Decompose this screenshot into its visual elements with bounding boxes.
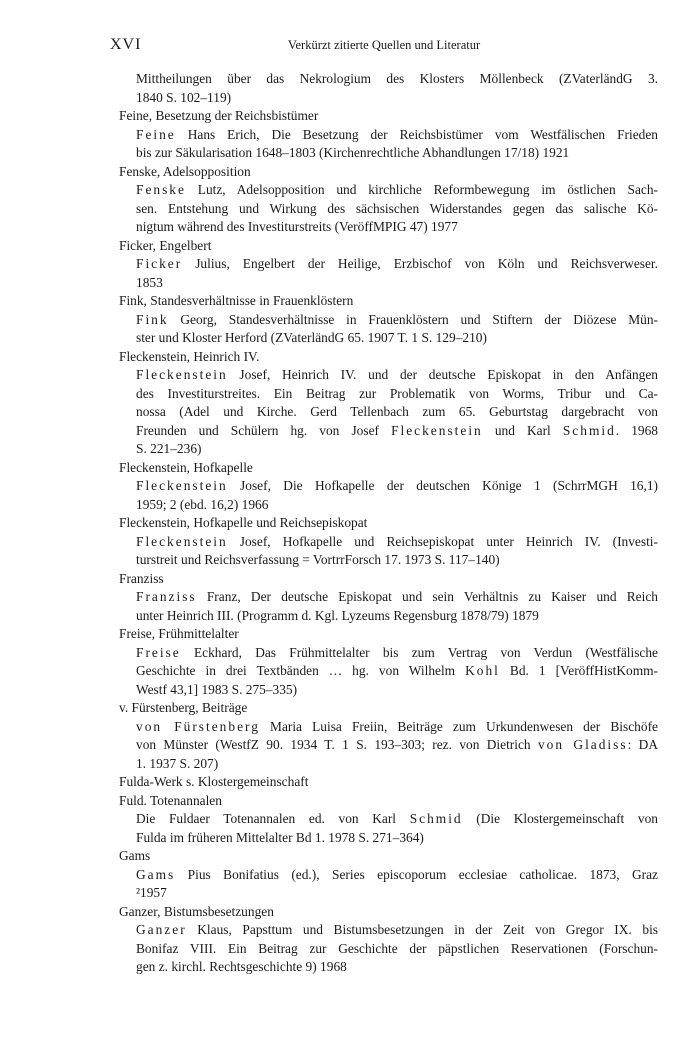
citation-line (119, 366, 658, 385)
citation-text: Georg, Standesverhältnisse in Frauenklöstern und Stiftern der Diözese Mün- (168, 311, 658, 327)
citation-line (119, 477, 658, 496)
citation-line: des Investiturstreites. Ein Beitrag zur Problematik von Worms, Tribur und Ca- (136, 385, 658, 401)
citation-line: ster und Kloster Herford (ZVaterländG 65. 1907 T. 1 S. 129–210) (136, 330, 487, 345)
page-number: XVI (110, 36, 142, 53)
author-name: Fleckenstein (136, 533, 228, 549)
citation-text: Josef, Hofkapelle und Reichsepiskopat unter Heinrich IV. (Investi- (227, 533, 658, 549)
citation-text: Klaus, Papsttum und Bistumsbesetzungen in der Zeit von Gregor IX. bis (186, 922, 658, 937)
citation-text: Josef, Heinrich IV. und der deutsche Episkopat in den Anfängen (227, 367, 658, 382)
citation-line: 1. 1937 S. 207) (136, 755, 219, 771)
citation-line (119, 126, 658, 145)
entry-heading: Freise, Frühmittelalter (119, 626, 239, 641)
page-header (110, 36, 658, 56)
citation-text: . 1968 (615, 422, 658, 438)
author-name: Franziss (136, 589, 197, 604)
author-name: Fleckenstein (391, 422, 483, 438)
citation-text: Eckhard, Das Frühmittelalter bis zum Vertrag von Verdun (Westfälische (180, 644, 658, 660)
entry-heading: v. Fürstenberg, Beiträge (119, 700, 248, 715)
citation-text: Bd. 1 [VeröffHistKomm- (499, 663, 658, 678)
citation-line: 1853 (136, 274, 163, 290)
entry-heading: Ganzer, Bistumsbesetzungen (119, 903, 274, 919)
citation-line (119, 736, 658, 755)
citation-line: gen z. kirchl. Rechtsgeschichte 9) 1968 (136, 959, 347, 974)
citation-text: Hans Erich, Die Besetzung der Reichsbistümer vom Westfälischen Frieden (175, 126, 658, 142)
citation-text: Freunden und Schülern hg. von Josef (136, 422, 392, 438)
author-name: Ganzer (136, 922, 187, 937)
citation-line: 1959; 2 (ebd. 16,2) 1966 (136, 496, 269, 512)
entry-heading: Fuld. Totenannalen (119, 792, 222, 808)
citation-line: Fulda im früheren Mittelalter Bd 1. 1978 S. 271–364) (136, 829, 424, 845)
author-name: Fink (136, 311, 169, 327)
citation-line: Bonifaz VIII. Ein Beitrag zur Geschichte der päpstlichen Reservationen (Forschun- (136, 940, 658, 956)
citation-text: Josef, Die Hofkapelle der deutschen Könige 1 (SchrrMGH 16,1) (227, 478, 658, 493)
entry-heading: Gams (119, 848, 151, 863)
citation-line (119, 718, 658, 737)
author-name: Gams (136, 866, 176, 882)
citation-line (119, 921, 658, 940)
author-name: Schmid (562, 422, 616, 438)
entry-heading: Fenske, Adelsopposition (119, 163, 251, 179)
citation-line (119, 181, 658, 200)
citation-line: unter Heinrich III. (Programm d. Kgl. Lyzeums Regensburg 1878/79) 1879 (136, 607, 539, 623)
citation-line (119, 810, 658, 829)
entry-heading: Feine, Besetzung der Reichsbistümer (119, 108, 319, 123)
author-name: Ficker (136, 256, 183, 271)
citation-line (119, 255, 658, 274)
citation-line: turstreit und Reichsverfassung = VortrrForsch 17. 1973 S. 117–140) (136, 552, 500, 567)
entry-heading: Fleckenstein, Hofkapelle (119, 459, 253, 475)
entry-heading: Fleckenstein, Hofkapelle und Reichsepiskopat (119, 515, 368, 530)
entry-heading: Franziss (119, 570, 164, 586)
citation-line (119, 662, 658, 681)
citation-text: : DA (627, 737, 658, 752)
running-title: Verkürzt zitierte Quellen und Literatur (287, 38, 481, 52)
citation-line: S. 221–236) (136, 441, 202, 456)
citation-text: (Die Klostergemeinschaft von (462, 811, 658, 826)
citation-line: nossa (Adel und Kirche. Gerd Tellenbach zum 65. Geburtstag dargebracht von (136, 404, 658, 419)
citation-line: Mittheilungen über das Nekrologium des Klosters Möllenbeck (ZVaterländG 3. (136, 71, 658, 86)
citation-text: und Karl (482, 422, 563, 438)
author-name: von Fürstenberg (136, 718, 260, 734)
citation-text: von Münster (WestfZ 90. 1934 T. 1 S. 193–303; rez. von Dietrich (136, 737, 538, 752)
citation-text: Pius Bonifatius (ed.), Series episcoporum ecclesiae catholicae. 1873, Graz (175, 866, 658, 882)
entry-heading: Fulda-Werk s. Klostergemeinschaft (119, 774, 309, 789)
citation-line (119, 866, 658, 885)
citation-text: Franz, Der deutsche Episkopat und sein Verhältnis zu Kaiser und Reich (196, 589, 658, 604)
author-name: Kohl (465, 663, 500, 678)
citation-text: Maria Luisa Freiin, Beiträge zum Urkundenwesen der Bischöfe (259, 718, 658, 734)
citation-text: Die Fuldaer Totenannalen ed. von Karl (136, 811, 410, 826)
citation-line: sen. Entstehung und Wirkung des sächsischen Widerstandes gegen das salische Kö- (136, 200, 658, 216)
citation-line: ²1957 (136, 885, 167, 900)
entry-heading: Fink, Standesverhältnisse in Frauenklöstern (119, 293, 354, 308)
citation-line (119, 644, 658, 663)
citation-line (119, 422, 658, 441)
author-name: Schmid (409, 811, 463, 826)
citation-line: nigtum während des Investiturstreits (VeröffMPIG 47) 1977 (136, 219, 458, 234)
citation-line (119, 588, 658, 607)
citation-text: Julius, Engelbert der Heilige, Erzbischof von Köln und Reichsverweser. (182, 256, 658, 271)
entry-heading: Fleckenstein, Heinrich IV. (119, 348, 260, 364)
author-name: Fleckenstein (136, 367, 228, 382)
entry-heading: Ficker, Engelbert (119, 237, 212, 253)
author-name: Fenske (136, 182, 186, 197)
bibliography-list (119, 70, 658, 977)
citation-line (119, 311, 658, 330)
author-name: Feine (136, 126, 176, 142)
citation-line (119, 533, 658, 552)
citation-line: Westf 43,1] 1983 S. 275–335) (136, 681, 298, 697)
citation-text: Geschichte in drei Textbänden … hg. von Wilhelm (136, 663, 466, 678)
citation-line: bis zur Säkularisation 1648–1803 (Kirchenrechtliche Abhandlungen 17/18) 1921 (136, 145, 570, 160)
author-name: von Gladiss (537, 737, 628, 752)
citation-text: Lutz, Adelsopposition und kirchliche Reformbewegung im östlichen Sach- (185, 182, 658, 197)
author-name: Freise (136, 644, 181, 660)
author-name: Fleckenstein (136, 478, 228, 493)
citation-line: 1840 S. 102–119) (136, 89, 232, 105)
